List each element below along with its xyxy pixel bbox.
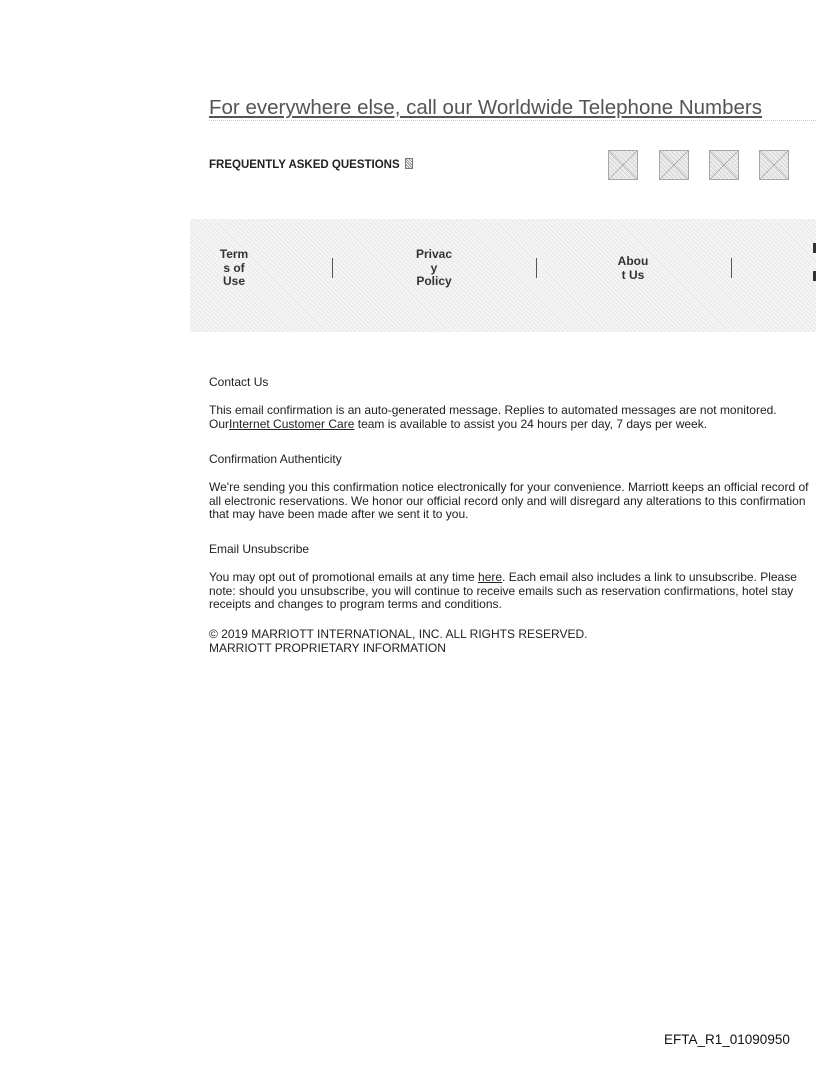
broken-image-icon[interactable] <box>709 150 739 180</box>
contact-text-before: This email confirmation is an auto-generated message. Replies to automated messages are not monitored. Our <box>209 403 777 431</box>
unsubscribe-heading: Email Unsubscribe <box>209 542 310 556</box>
broken-image-icon[interactable] <box>759 150 789 180</box>
customer-care-link[interactable]: Internet Customer Care <box>229 416 355 431</box>
contact-text <box>209 404 809 431</box>
broken-image-icon[interactable] <box>608 150 638 180</box>
faq-label[interactable]: FREQUENTLY ASKED QUESTIONS <box>209 159 400 171</box>
unsubscribe-text-after: . Each email also includes a link to unsubscribe. Please note: should you unsubscribe, you will continue to receive emails such as reservation confirmations, hotel stay receipts and changes to program terms and conditions. <box>209 570 797 612</box>
nav-separator <box>536 258 537 278</box>
nav-privacy-line1[interactable]: Privac <box>415 247 453 261</box>
nav-terms-line2[interactable]: s of <box>223 260 245 275</box>
unsubscribe-here-link[interactable]: here <box>478 570 503 584</box>
nav-about-line1[interactable]: Abou <box>617 254 649 268</box>
faq-link[interactable] <box>209 158 413 171</box>
nav-separator <box>731 258 732 278</box>
contact-heading: Contact Us <box>209 375 269 389</box>
proprietary-text: MARRIOTT PROPRIETARY INFORMATION <box>209 641 446 655</box>
nav-about-us[interactable] <box>610 255 656 282</box>
authenticity-heading: Confirmation Authenticity <box>209 452 342 466</box>
worldwide-phone-link[interactable] <box>209 96 816 121</box>
footer-nav-band <box>190 219 816 332</box>
nav-privacy-policy[interactable] <box>406 248 462 289</box>
document-id: EFTA_R1_01090950 <box>664 1032 790 1047</box>
unsubscribe-text-before: You may opt out of promotional emails at any time <box>209 570 479 584</box>
nav-privacy-line3[interactable]: Policy <box>416 274 452 288</box>
unsubscribe-text <box>209 571 809 612</box>
worldwide-phone-link-text[interactable]: For everywhere else, call our Worldwide Telephone Numbers <box>209 96 762 119</box>
missing-glyph-icon <box>405 158 413 169</box>
authenticity-text: We're sending you this confirmation notice electronically for your convenience. Marriott keeps an official record of all electronic reservations. We honor our official record only and will disregard any alterations to this confirmation that may have been made after we sent it to you. <box>209 480 809 522</box>
contact-text-after: team is available to assist you 24 hours per day, 7 days per week. <box>354 416 708 431</box>
nav-about-line2[interactable]: t Us <box>621 267 645 282</box>
nav-separator <box>332 258 333 278</box>
copyright-text: © 2019 MARRIOTT INTERNATIONAL, INC. ALL RIGHTS RESERVED. <box>209 627 588 641</box>
nav-privacy-line2[interactable]: y <box>430 260 438 275</box>
nav-terms-line3[interactable]: Use <box>222 274 245 288</box>
nav-terms-line1[interactable]: Term <box>219 247 249 261</box>
broken-image-icon[interactable] <box>659 150 689 180</box>
nav-terms-of-use[interactable] <box>212 248 256 289</box>
